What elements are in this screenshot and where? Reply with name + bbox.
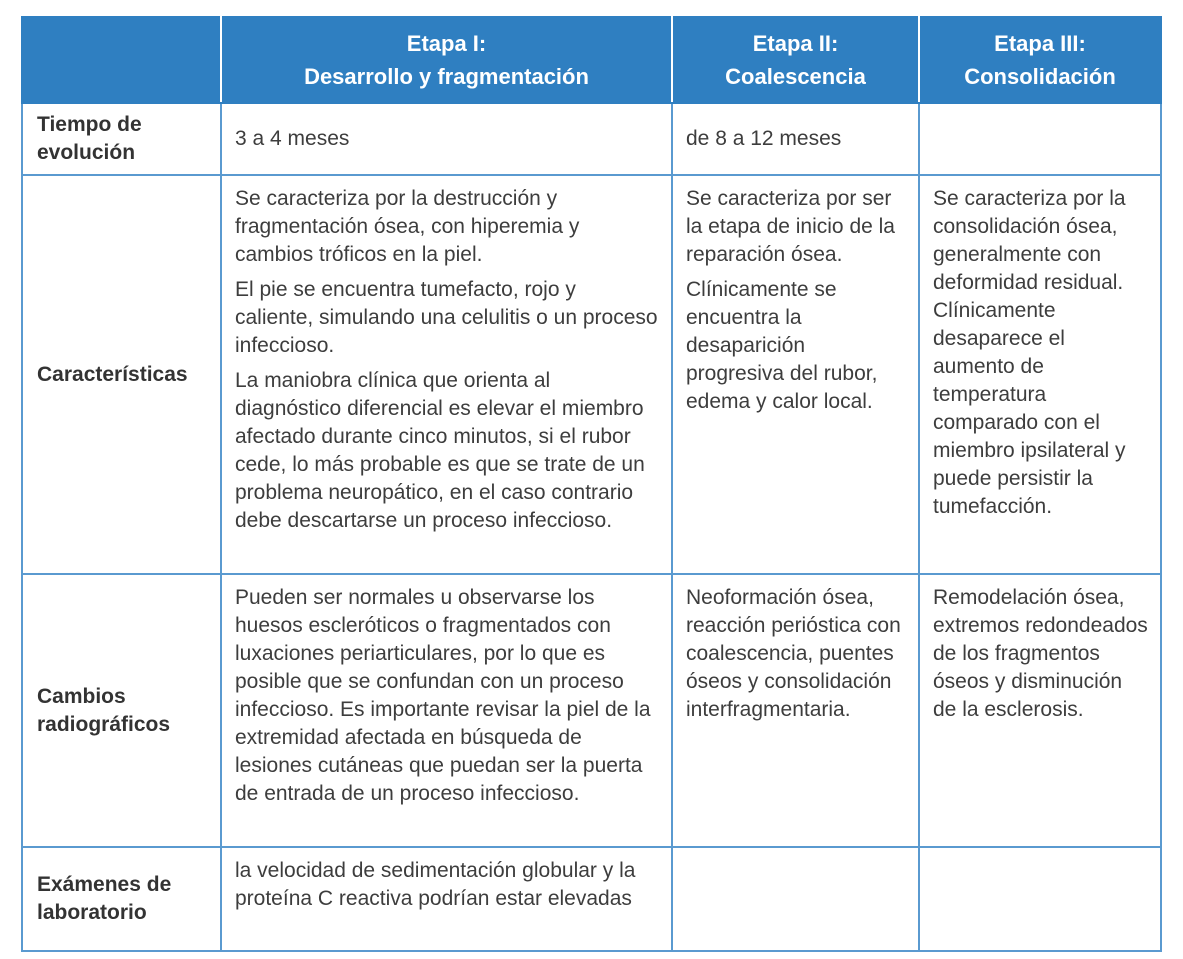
- paragraph: El pie se encuentra tumefacto, rojo y caliente, simulando una celulitis o un proceso infeccioso.: [235, 278, 658, 357]
- row-label-laboratorio: Exámenes de laboratorio: [22, 847, 221, 951]
- cell-caracteristicas-stage-3: [919, 175, 1161, 574]
- cell-radiograficos-stage-2: Neoformación ósea, reacción perióstica con coalescencia, puentes óseos y consolidación interfragmentaria.: [672, 574, 919, 847]
- cell-laboratorio-stage-3: [919, 847, 1161, 951]
- header-stage-2-subtitle: Coalescencia: [725, 64, 866, 89]
- cell-laboratorio-stage-1: la velocidad de sedimentación globular y la proteína C reactiva podrían estar elevadas: [221, 847, 672, 951]
- row-label-caracteristicas: Características: [22, 175, 221, 574]
- cell-tiempo-stage-3: [919, 103, 1161, 175]
- header-stage-1-title: Etapa I:: [406, 31, 487, 56]
- paragraph: La maniobra clínica que orienta al diagnóstico diferencial es elevar el miembro afectado durante cinco minutos, si el rubor cede, lo más probable es que se trate de un problema neuropático, en el caso contrario debe descartarse un proceso infeccioso.: [235, 369, 645, 532]
- cell-radiograficos-stage-1: Pueden ser normales u observarse los huesos escleróticos o fragmentados con luxaciones periarticulares, por lo que es posible que se confundan con un proceso infeccioso. Es importante revisar la piel de la extremidad afectada en búsqueda de lesiones cutáneas que puedan ser la puerta de entrada de un proceso infeccioso.: [221, 574, 672, 847]
- table-header-row: [22, 17, 1161, 103]
- charcot-stages-table: [21, 16, 1162, 952]
- header-stage-3: [919, 17, 1161, 103]
- cell-radiograficos-stage-3: Remodelación ósea, extremos redondeados de los fragmentos óseos y disminución de la esclerosis.: [919, 574, 1161, 847]
- charcot-stages-table-container: [21, 16, 1160, 952]
- cell-tiempo-stage-2: de 8 a 12 meses: [672, 103, 919, 175]
- row-label-tiempo: Tiempo de evolución: [22, 103, 221, 175]
- cell-caracteristicas-stage-1: [221, 175, 672, 574]
- paragraph: Se caracteriza por ser la etapa de inicio de la reparación ósea.: [686, 187, 895, 266]
- table-row-laboratorio: [22, 847, 1161, 951]
- header-empty-cell: [22, 17, 221, 103]
- table-row-tiempo: [22, 103, 1161, 175]
- paragraph: Clínicamente se encuentra la desaparición progresiva del rubor, edema y calor local.: [686, 278, 878, 413]
- paragraph: Se caracteriza por la destrucción y fragmentación ósea, con hiperemia y cambios tróficos en la piel.: [235, 187, 580, 266]
- paragraph: Se caracteriza por la consolidación ósea, generalmente con deformidad residual. Clínicamente desaparece el aumento de temperatura comparado con el miembro ipsilateral y puede persistir la tumefacción.: [933, 187, 1126, 518]
- table-row-caracteristicas: [22, 175, 1161, 574]
- header-stage-1-subtitle: Desarrollo y fragmentación: [304, 64, 589, 89]
- header-stage-2-title: Etapa II:: [752, 31, 839, 56]
- row-label-radiograficos: Cambios radiográficos: [22, 574, 221, 847]
- cell-laboratorio-stage-2: [672, 847, 919, 951]
- header-stage-1: [221, 17, 672, 103]
- header-stage-3-subtitle: Consolidación: [964, 64, 1116, 89]
- cell-caracteristicas-stage-2: [672, 175, 919, 574]
- table-row-radiograficos: [22, 574, 1161, 847]
- header-stage-2: [672, 17, 919, 103]
- cell-tiempo-stage-1: 3 a 4 meses: [221, 103, 672, 175]
- header-stage-3-title: Etapa III:: [994, 31, 1086, 56]
